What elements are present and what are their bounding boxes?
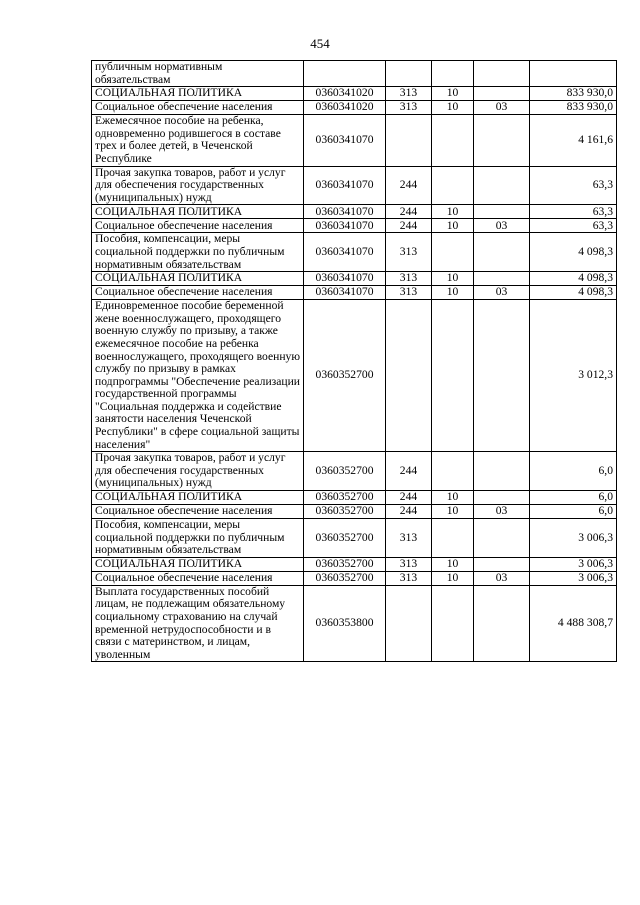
amount-cell: 4 488 308,7: [530, 585, 617, 662]
amount-cell: 6,0: [530, 452, 617, 491]
expense-type-cell: 313: [386, 557, 432, 571]
target-code-cell: 0360341020: [304, 101, 386, 115]
target-code-cell: 0360341070: [304, 115, 386, 166]
amount-cell: 3 006,3: [530, 519, 617, 558]
row-name-cell: Социальное обеспечение населения: [92, 219, 304, 233]
target-code-cell: 0360341020: [304, 87, 386, 101]
expense-type-cell: 244: [386, 505, 432, 519]
section-cell: 10: [432, 286, 474, 300]
row-name-cell: Единовременное пособие беременной жене военнослужащего, проходящего военную службу по призыву, а также ежемесячное пособие на ребенка военнослужащего, проходящего военную службу по призыву в рамках подпрограммы "Обеспечение реализации государственной программы "Социальная поддержка и содействие занятости населения Чеченской Республики" в сфере социальной защиты населения": [92, 300, 304, 452]
expense-type-cell: 313: [386, 272, 432, 286]
amount-cell: 3 006,3: [530, 557, 617, 571]
row-name-cell: Пособия, компенсации, меры социальной поддержки по публичным нормативным обязательствам: [92, 519, 304, 558]
expense-type-cell: 244: [386, 219, 432, 233]
amount-cell: 6,0: [530, 491, 617, 505]
row-name-cell: Социальное обеспечение населения: [92, 286, 304, 300]
subsection-cell: [474, 115, 530, 166]
amount-cell: [530, 61, 617, 87]
budget-table: [91, 60, 617, 662]
amount-cell: 4 098,3: [530, 272, 617, 286]
row-name-cell: Ежемесячное пособие на ребенка, одновременно родившегося в составе трех и более детей, в Чеченской Республике: [92, 115, 304, 166]
subsection-cell: [474, 166, 530, 205]
table-row: [92, 233, 617, 272]
table-row: [92, 519, 617, 558]
amount-cell: 833 930,0: [530, 87, 617, 101]
row-name-cell: Прочая закупка товаров, работ и услуг для обеспечения государственных (муниципальных) нужд: [92, 452, 304, 491]
table-row: [92, 61, 617, 87]
table-row: [92, 505, 617, 519]
table-row: [92, 272, 617, 286]
amount-cell: 3 012,3: [530, 300, 617, 452]
subsection-cell: [474, 300, 530, 452]
table-row: [92, 166, 617, 205]
subsection-cell: [474, 557, 530, 571]
target-code-cell: 0360352700: [304, 557, 386, 571]
table-row: [92, 101, 617, 115]
amount-cell: 63,3: [530, 166, 617, 205]
target-code-cell: 0360341070: [304, 166, 386, 205]
expense-type-cell: 244: [386, 205, 432, 219]
row-name-cell: Социальное обеспечение населения: [92, 571, 304, 585]
expense-type-cell: [386, 300, 432, 452]
subsection-cell: [474, 61, 530, 87]
amount-cell: 4 098,3: [530, 233, 617, 272]
section-cell: 10: [432, 272, 474, 286]
subsection-cell: [474, 452, 530, 491]
section-cell: 10: [432, 101, 474, 115]
subsection-cell: [474, 205, 530, 219]
row-name-cell: СОЦИАЛЬНАЯ ПОЛИТИКА: [92, 205, 304, 219]
subsection-cell: 03: [474, 571, 530, 585]
row-name-cell: СОЦИАЛЬНАЯ ПОЛИТИКА: [92, 87, 304, 101]
row-name-cell: Выплата государственных пособий лицам, не подлежащим обязательному социальному страхованию на случай временной нетрудоспособности и в связи с материнством, и лицам, уволенным: [92, 585, 304, 662]
expense-type-cell: [386, 61, 432, 87]
row-name-cell: Социальное обеспечение населения: [92, 101, 304, 115]
amount-cell: 4 161,6: [530, 115, 617, 166]
target-code-cell: 0360341070: [304, 272, 386, 286]
target-code-cell: 0360352700: [304, 491, 386, 505]
section-cell: [432, 452, 474, 491]
expense-type-cell: 313: [386, 286, 432, 300]
section-cell: [432, 166, 474, 205]
table-row: [92, 87, 617, 101]
section-cell: 10: [432, 219, 474, 233]
subsection-cell: [474, 585, 530, 662]
table-row: [92, 585, 617, 662]
row-name-cell: СОЦИАЛЬНАЯ ПОЛИТИКА: [92, 491, 304, 505]
target-code-cell: [304, 61, 386, 87]
page-number: 454: [310, 36, 330, 51]
subsection-cell: [474, 272, 530, 286]
row-name-cell: Пособия, компенсации, меры социальной поддержки по публичным нормативным обязательствам: [92, 233, 304, 272]
expense-type-cell: 313: [386, 571, 432, 585]
section-cell: 10: [432, 557, 474, 571]
target-code-cell: 0360341070: [304, 233, 386, 272]
expense-type-cell: 313: [386, 519, 432, 558]
amount-cell: 833 930,0: [530, 101, 617, 115]
target-code-cell: 0360341070: [304, 205, 386, 219]
subsection-cell: 03: [474, 286, 530, 300]
amount-cell: 63,3: [530, 205, 617, 219]
subsection-cell: [474, 519, 530, 558]
table-row: [92, 219, 617, 233]
table-row: [92, 557, 617, 571]
expense-type-cell: 244: [386, 491, 432, 505]
section-cell: 10: [432, 505, 474, 519]
section-cell: 10: [432, 571, 474, 585]
expense-type-cell: [386, 115, 432, 166]
table-row: [92, 571, 617, 585]
row-name-cell: Прочая закупка товаров, работ и услуг для обеспечения государственных (муниципальных) нужд: [92, 166, 304, 205]
subsection-cell: [474, 87, 530, 101]
expense-type-cell: 313: [386, 87, 432, 101]
target-code-cell: 0360341070: [304, 219, 386, 233]
section-cell: 10: [432, 491, 474, 505]
subsection-cell: 03: [474, 219, 530, 233]
table-row: [92, 115, 617, 166]
row-name-cell: СОЦИАЛЬНАЯ ПОЛИТИКА: [92, 557, 304, 571]
section-cell: [432, 61, 474, 87]
table-row: [92, 300, 617, 452]
amount-cell: 63,3: [530, 219, 617, 233]
target-code-cell: 0360352700: [304, 300, 386, 452]
expense-type-cell: 313: [386, 233, 432, 272]
budget-table-body: [92, 61, 617, 662]
row-name-cell: публичным нормативным обязательствам: [92, 61, 304, 87]
subsection-cell: 03: [474, 505, 530, 519]
expense-type-cell: 313: [386, 101, 432, 115]
table-row: [92, 286, 617, 300]
table-row: [92, 205, 617, 219]
table-row: [92, 491, 617, 505]
section-cell: [432, 300, 474, 452]
section-cell: 10: [432, 205, 474, 219]
target-code-cell: 0360352700: [304, 519, 386, 558]
section-cell: [432, 519, 474, 558]
expense-type-cell: [386, 585, 432, 662]
section-cell: [432, 233, 474, 272]
table-row: [92, 452, 617, 491]
target-code-cell: 0360353800: [304, 585, 386, 662]
amount-cell: 6,0: [530, 505, 617, 519]
section-cell: 10: [432, 87, 474, 101]
row-name-cell: Социальное обеспечение населения: [92, 505, 304, 519]
subsection-cell: 03: [474, 101, 530, 115]
target-code-cell: 0360352700: [304, 452, 386, 491]
section-cell: [432, 585, 474, 662]
expense-type-cell: 244: [386, 452, 432, 491]
amount-cell: 4 098,3: [530, 286, 617, 300]
target-code-cell: 0360341070: [304, 286, 386, 300]
expense-type-cell: 244: [386, 166, 432, 205]
section-cell: [432, 115, 474, 166]
subsection-cell: [474, 491, 530, 505]
target-code-cell: 0360352700: [304, 505, 386, 519]
row-name-cell: СОЦИАЛЬНАЯ ПОЛИТИКА: [92, 272, 304, 286]
amount-cell: 3 006,3: [530, 571, 617, 585]
target-code-cell: 0360352700: [304, 571, 386, 585]
subsection-cell: [474, 233, 530, 272]
